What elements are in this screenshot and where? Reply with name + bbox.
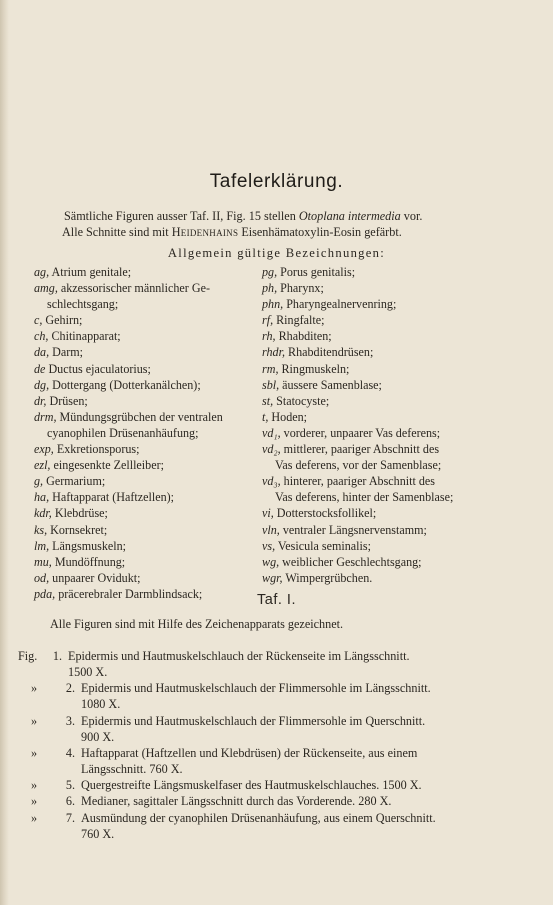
abbreviation-code: od, (34, 570, 50, 585)
abbreviation-entry (262, 361, 490, 377)
abbreviation-entry (262, 538, 490, 554)
abbreviation-meaning: Gehirn; (42, 313, 83, 328)
abbreviation-meaning: weiblicher Geschlechtsgang; (279, 554, 422, 569)
abbreviation-meaning: Hoden; (268, 409, 308, 424)
abbreviation-meaning: eingesenkte Zellleiber; (50, 458, 164, 473)
figure-prefix: » (31, 681, 38, 696)
abbreviations-right-column (262, 264, 490, 586)
abbreviation-entry (262, 441, 490, 473)
abbreviation-code: ch, (34, 329, 49, 344)
plate-note: Alle Figuren sind mit Hilfe des Zeichenapparats gezeichnet. (50, 617, 344, 631)
abbreviation-meaning: unpaarer Ovidukt; (49, 570, 141, 585)
figure-prefix: » (31, 810, 38, 825)
figure-number: 1. (52, 649, 62, 663)
abbreviation-code: rf, (262, 313, 274, 328)
abbreviation-code: dr, (34, 393, 47, 408)
figure-number: 5. (65, 778, 75, 793)
abbreviation-code: vs, (262, 538, 276, 553)
abbreviation-meaning: Längsmuskeln; (49, 538, 127, 553)
abbreviation-entry (262, 393, 490, 409)
abbreviation-entry (34, 361, 252, 377)
figure-prefix: » (31, 794, 38, 809)
plate-heading: Taf. I. (257, 592, 296, 608)
abbreviation-entry (262, 312, 490, 328)
abbreviations-left-column (34, 264, 252, 602)
abbreviation-meaning: Statocyste; (273, 393, 330, 408)
figure-description-line: Epidermis und Hautmuskelschlauch der Rückenseite im Längsschnitt. (68, 649, 410, 663)
figure-description-line: Ausmündung der cyanophilen Drüsenanhäufung, aus einem Querschnitt. (81, 810, 436, 825)
figure-prefix: Fig. (18, 649, 38, 663)
abbreviation-code: vln, (262, 522, 280, 537)
abbreviation-entry (262, 296, 490, 312)
abbreviation-meaning: Mündungsgrübchen der ventralen (56, 409, 223, 424)
abbreviation-code: mu, (34, 554, 52, 569)
abbreviation-code: wgr, (262, 570, 283, 585)
abbreviation-entry (34, 280, 252, 312)
abbreviation-code: lm, (34, 538, 50, 553)
abbreviation-meaning-continued: Vas deferens, hinter der Samenblase; (275, 490, 454, 505)
abbreviation-code: rh, (262, 329, 276, 344)
abbreviation-entry (262, 377, 490, 393)
abbreviation-code: dg, (34, 377, 50, 392)
figure-prefix: » (31, 713, 38, 728)
abbreviation-entry (262, 522, 490, 538)
figure-caption (18, 680, 516, 712)
abbreviation-code: g, (34, 474, 44, 489)
abbreviation-code: ha, (34, 490, 50, 505)
figure-description-line-2: Längsschnitt. 760 X. (81, 762, 183, 777)
abbreviation-entry (262, 570, 490, 586)
figure-description (81, 793, 516, 809)
abbreviation-meaning-continued: Vas deferens, vor der Samenblase; (275, 458, 442, 473)
figure-description-line: Medianer, sagittaler Längsschnitt durch das Vorderende. 280 X. (81, 794, 392, 809)
abbreviation-meaning: Ringmuskeln; (278, 361, 350, 376)
abbreviation-meaning: Mundöffnung; (51, 554, 126, 569)
general-abbreviations-heading: Allgemein gültige Bezeichnungen: (167, 246, 386, 260)
abbreviation-code: vd₁, (262, 425, 281, 440)
abbreviation-entry (262, 280, 490, 296)
intro-text-3: Alle Schnitte sind mit (62, 225, 172, 239)
abbreviation-meaning: Ductus ejaculatorius; (45, 361, 151, 376)
page-title: Tafelerklärung. (209, 171, 344, 192)
figure-description (68, 648, 516, 680)
abbreviation-entry (34, 473, 252, 489)
abbreviation-entry (262, 409, 490, 425)
abbreviation-meaning: hinterer, paariger Abschnitt des (280, 474, 435, 489)
abbreviation-meaning: ventraler Längsnervenstamm; (279, 522, 427, 537)
abbreviation-meaning: Dottergang (Dotterkanälchen); (49, 377, 201, 392)
abbreviation-code: ph, (262, 281, 278, 296)
abbreviation-entry (34, 264, 252, 280)
figure-description-line-2: 900 X. (81, 729, 115, 744)
abbreviation-meaning: Atrium genitale; (49, 265, 132, 279)
abbreviation-meaning: Darm; (49, 345, 84, 360)
figure-number: 6. (65, 794, 75, 809)
abbreviation-code: t, (262, 409, 269, 424)
abbreviation-meaning: Porus genitalis; (277, 265, 356, 279)
abbreviation-entry (34, 489, 252, 505)
abbreviation-code: sbl, (262, 377, 280, 392)
abbreviation-code: drm, (34, 409, 57, 424)
abbreviation-meaning: äussere Samenblase; (279, 377, 382, 392)
abbreviation-meaning: Ringfalte; (273, 313, 325, 328)
abbreviation-code: vd₂, (262, 442, 281, 457)
figure-description-line-2: 1080 X. (81, 697, 121, 712)
abbreviation-entry (34, 328, 252, 344)
abbreviation-entry (262, 264, 490, 280)
abbreviation-code: ezl, (34, 458, 51, 473)
figure-description-line: Quergestreifte Längsmuskelfaser des Hautmuskelschlauches. 1500 X. (81, 778, 422, 793)
abbreviation-meaning: Dotterstocksfollikel; (273, 506, 377, 521)
abbreviation-code: kdr, (34, 506, 52, 521)
abbreviation-code: c, (34, 313, 43, 328)
abbreviation-code: ag, (34, 265, 50, 279)
abbreviation-code: vd₃, (262, 474, 281, 489)
intro-line-1 (62, 208, 502, 224)
figure-description (81, 777, 516, 793)
abbreviation-entry (34, 393, 252, 409)
abbreviation-entry (34, 522, 252, 538)
abbreviation-meaning: mittlerer, paariger Abschnitt des (280, 442, 440, 457)
abbreviation-entry (262, 425, 490, 441)
abbreviation-entry (34, 409, 252, 441)
abbreviation-meaning: akzessorischer männlicher Ge- (57, 281, 210, 296)
abbreviation-code: pda, (34, 586, 56, 601)
author-name: Heidenhains (171, 225, 239, 239)
abbreviation-meaning: Haftapparat (Haftzellen); (49, 490, 175, 505)
page-edge (0, 0, 9, 905)
species-name: Otoplana intermedia (298, 209, 401, 223)
abbreviation-code: rm, (262, 361, 279, 376)
figure-caption (18, 777, 516, 793)
figure-description (81, 680, 516, 712)
figure-caption (18, 713, 516, 745)
abbreviation-code: phn, (262, 297, 284, 312)
intro-text-2: vor. (400, 209, 423, 223)
abbreviation-meaning: Exkretionsporus; (53, 442, 140, 457)
abbreviation-meaning: Germarium; (43, 474, 106, 489)
abbreviation-entry (34, 344, 252, 360)
abbreviation-code: st, (262, 393, 274, 408)
figure-description-line: Haftapparat (Haftzellen und Klebdrüsen) der Rückenseite, aus einem (81, 745, 418, 760)
intro-paragraph (62, 208, 502, 240)
abbreviation-entry (34, 377, 252, 393)
abbreviation-entry (34, 312, 252, 328)
figure-caption (18, 745, 516, 777)
figure-prefix: » (31, 745, 38, 760)
intro-text-1: Sämtliche Figuren ausser Taf. II, Fig. 15 stellen (64, 209, 299, 223)
figure-description (81, 810, 516, 842)
abbreviation-meaning: Pharynx; (277, 281, 324, 296)
figure-description-line: Epidermis und Hautmuskelschlauch der Flimmersohle im Längsschnitt. (81, 681, 431, 696)
figure-number: 7. (65, 810, 75, 825)
abbreviation-entry (34, 505, 252, 521)
figure-number: 3. (65, 713, 75, 728)
figure-description-line-2: 1500 X. (68, 665, 108, 680)
abbreviation-code: da, (34, 345, 50, 360)
abbreviation-meaning: Chitinapparat; (48, 329, 121, 344)
abbreviation-entry (34, 441, 252, 457)
abbreviation-entry (262, 344, 490, 360)
abbreviation-meaning: Drüsen; (46, 393, 88, 408)
abbreviation-meaning: Vesicula seminalis; (275, 538, 371, 553)
figure-description (81, 745, 516, 777)
abbreviation-entry (34, 554, 252, 570)
figure-caption (18, 793, 516, 809)
abbreviation-meaning: Wimpergrübchen. (282, 570, 373, 585)
figure-list (18, 648, 516, 842)
abbreviation-entry (262, 554, 490, 570)
abbreviation-meaning: Rhabditen; (275, 329, 332, 344)
abbreviation-meaning-continued: cyanophilen Drüsenanhäufung; (47, 425, 199, 440)
intro-text-4: Eisenhämatoxylin-Eosin gefärbt. (238, 225, 402, 239)
figure-prefix: » (31, 778, 38, 793)
figure-number: 2. (65, 681, 75, 696)
abbreviation-meaning: Pharyngealnervenring; (283, 297, 397, 312)
abbreviation-code: ks, (34, 522, 48, 537)
abbreviation-code: amg, (34, 281, 58, 296)
figure-caption (18, 648, 516, 680)
abbreviation-code: vi, (262, 506, 274, 521)
abbreviation-code: pg, (262, 265, 278, 279)
abbreviation-code: de (34, 361, 46, 376)
abbreviation-meaning: vorderer, unpaarer Vas deferens; (280, 425, 441, 440)
abbreviation-entry (262, 328, 490, 344)
figure-number: 4. (65, 745, 75, 760)
abbreviation-meaning: Klebdrüse; (51, 506, 108, 521)
abbreviation-meaning: präcerebraler Darmblindsack; (55, 586, 203, 601)
abbreviation-meaning: Kornsekret; (47, 522, 108, 537)
abbreviation-meaning: Rhabditendrüsen; (284, 345, 374, 360)
abbreviation-code: wg, (262, 554, 280, 569)
abbreviation-meaning-continued: schlechtsgang; (47, 297, 119, 312)
abbreviation-entry (34, 538, 252, 554)
abbreviation-code: rhdr, (262, 345, 285, 360)
intro-line-2 (62, 224, 502, 240)
abbreviation-entry (34, 570, 252, 586)
figure-caption (18, 810, 516, 842)
figure-description-line-2: 760 X. (81, 826, 115, 841)
abbreviation-entry (34, 457, 252, 473)
figure-description (81, 713, 516, 745)
abbreviation-entry (262, 505, 490, 521)
abbreviation-code: exp, (34, 442, 54, 457)
figure-description-line: Epidermis und Hautmuskelschlauch der Flimmersohle im Querschnitt. (81, 713, 426, 728)
abbreviation-entry (262, 473, 490, 505)
